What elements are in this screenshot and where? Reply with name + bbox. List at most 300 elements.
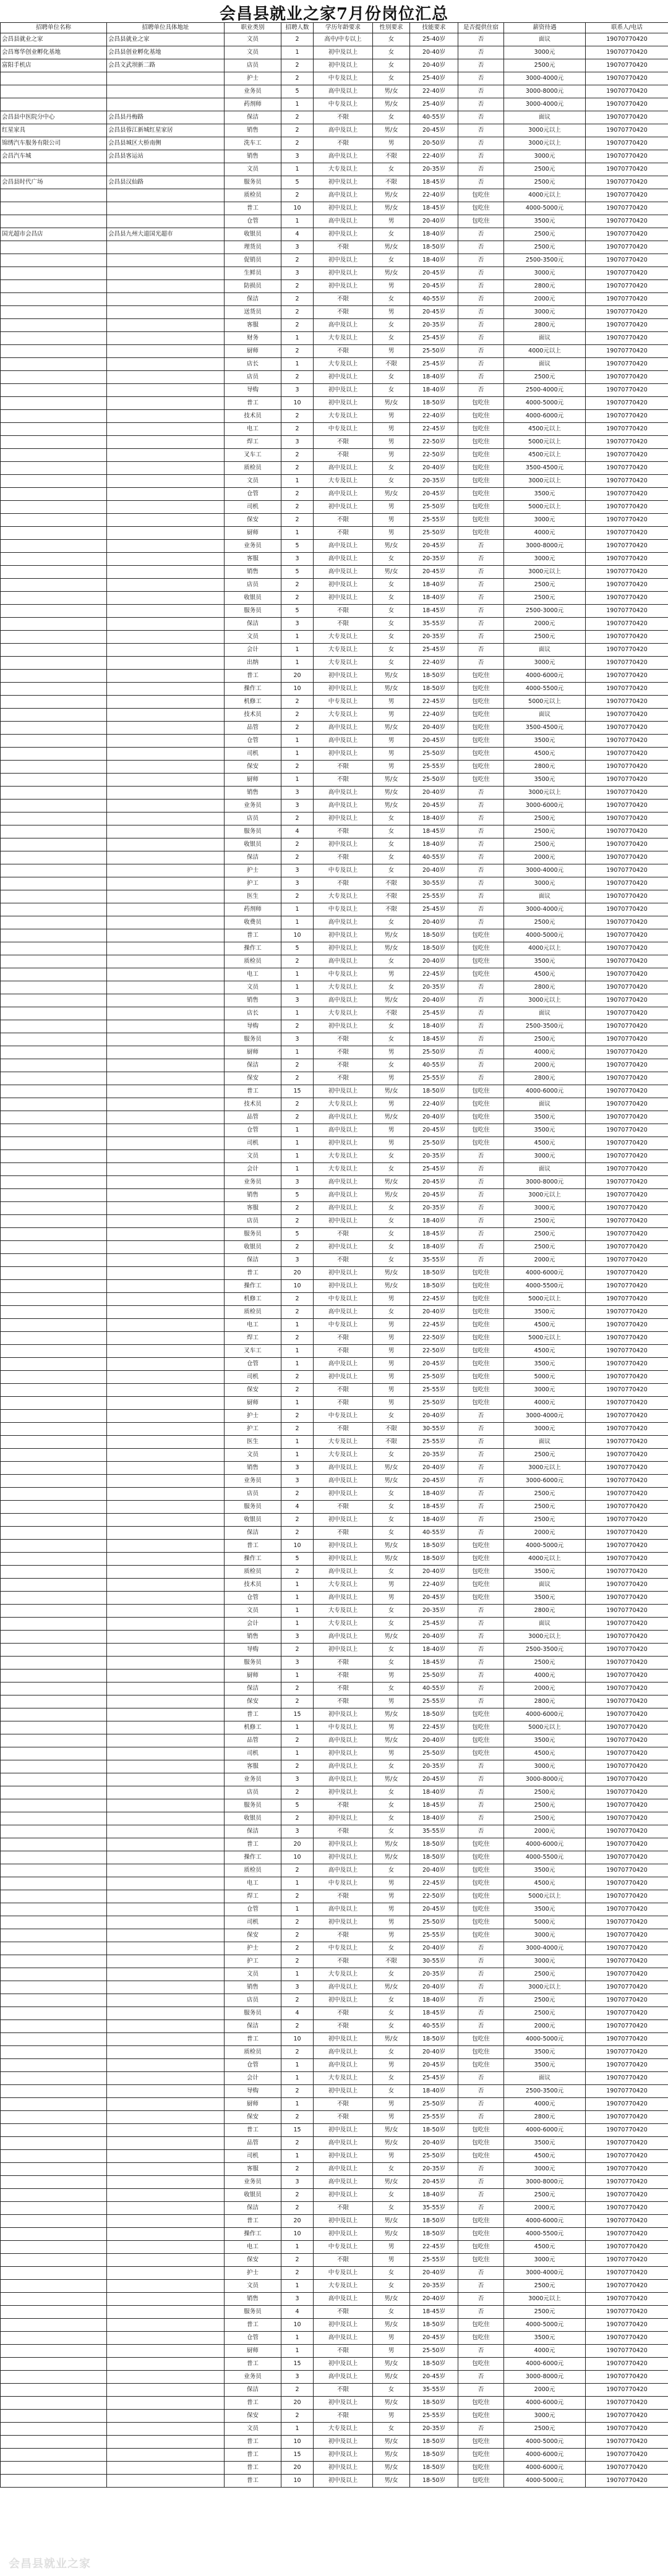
watermark: 会昌县就业之家 xyxy=(9,2557,91,2570)
cell-count: 1 xyxy=(281,2423,314,2436)
cell-salary: 面议 xyxy=(504,890,586,903)
cell-company xyxy=(1,1475,107,1488)
cell-job: 普工 xyxy=(225,1267,281,1280)
cell-company xyxy=(1,1007,107,1020)
cell-company xyxy=(1,1799,107,1812)
cell-gender: 男 xyxy=(373,748,410,761)
cell-salary: 3500元 xyxy=(504,1566,586,1579)
cell-edu-age: 初中及以上 xyxy=(314,1020,373,1033)
cell-address xyxy=(107,2462,225,2475)
cell-gender: 女 xyxy=(373,2384,410,2397)
cell-edu-age: 大专及以上 xyxy=(314,2072,373,2085)
cell-company xyxy=(1,2319,107,2332)
cell-job: 客服 xyxy=(225,1202,281,1215)
cell-count: 2 xyxy=(281,1760,314,1773)
cell-skill: 20-45岁 xyxy=(410,2332,458,2345)
table-row xyxy=(1,761,668,774)
table-row xyxy=(1,1734,668,1747)
table-row xyxy=(1,267,668,280)
cell-housing: 否 xyxy=(458,1228,504,1241)
cell-count: 2 xyxy=(281,761,314,774)
cell-salary: 4500元以上 xyxy=(504,423,586,436)
cell-edu-age: 大专及以上 xyxy=(314,2280,373,2293)
cell-edu-age: 高中及以上 xyxy=(314,800,373,812)
col-contact: 联系人/电话 xyxy=(586,23,668,33)
cell-gender: 男 xyxy=(373,1332,410,1345)
cell-contact: 19070770420 xyxy=(586,46,668,59)
cell-salary: 3500元 xyxy=(504,215,586,228)
cell-contact: 19070770420 xyxy=(586,1812,668,1825)
cell-count: 3 xyxy=(281,1981,314,1994)
cell-job: 护士 xyxy=(225,1942,281,1955)
cell-edu-age: 高中及以上 xyxy=(314,319,373,332)
cell-company xyxy=(1,2293,107,2306)
cell-company xyxy=(1,1644,107,1657)
cell-count: 1 xyxy=(281,1150,314,1163)
cell-skill: 20-45岁 xyxy=(410,1176,458,1189)
cell-job: 司机 xyxy=(225,501,281,514)
cell-company xyxy=(1,1488,107,1501)
cell-gender: 男 xyxy=(373,1890,410,1903)
cell-count: 2 xyxy=(281,2163,314,2176)
cell-gender: 女 xyxy=(373,1812,410,1825)
cell-count: 20 xyxy=(281,2215,314,2228)
cell-company xyxy=(1,2111,107,2124)
cell-address xyxy=(107,1994,225,2007)
cell-contact: 19070770420 xyxy=(586,566,668,579)
cell-gender: 女 xyxy=(373,1799,410,1812)
cell-count: 3 xyxy=(281,877,314,890)
cell-housing: 包吃住 xyxy=(458,709,504,722)
cell-contact: 19070770420 xyxy=(586,709,668,722)
cell-company: 锦绣汽车服务有限公司 xyxy=(1,137,107,150)
cell-company xyxy=(1,696,107,709)
cell-company xyxy=(1,1657,107,1670)
table-row xyxy=(1,1085,668,1098)
cell-address xyxy=(107,1618,225,1631)
cell-contact: 19070770420 xyxy=(586,2111,668,2124)
cell-address xyxy=(107,2085,225,2098)
cell-edu-age: 初中及以上 xyxy=(314,2436,373,2449)
cell-company xyxy=(1,1449,107,1462)
table-row xyxy=(1,1644,668,1657)
cell-edu-age: 高中及以上 xyxy=(314,189,373,202)
cell-edu-age: 高中及以上 xyxy=(314,2137,373,2150)
cell-company xyxy=(1,1890,107,1903)
cell-contact: 19070770420 xyxy=(586,2033,668,2046)
cell-salary: 3000-4000元 xyxy=(504,1942,586,1955)
cell-company xyxy=(1,1942,107,1955)
cell-job: 保安 xyxy=(225,514,281,527)
cell-housing: 否 xyxy=(458,812,504,825)
cell-gender: 女 xyxy=(373,2046,410,2059)
cell-count: 1 xyxy=(281,1968,314,1981)
table-row xyxy=(1,1007,668,1020)
cell-skill: 25-45岁 xyxy=(410,1007,458,1020)
cell-skill: 25-50岁 xyxy=(410,1670,458,1683)
cell-address xyxy=(107,1007,225,1020)
cell-salary: 面议 xyxy=(504,33,586,46)
cell-skill: 18-50岁 xyxy=(410,942,458,955)
cell-contact: 19070770420 xyxy=(586,2449,668,2462)
table-row xyxy=(1,189,668,202)
cell-skill: 40-55岁 xyxy=(410,851,458,864)
cell-count: 3 xyxy=(281,1475,314,1488)
table-row xyxy=(1,1994,668,2007)
cell-contact: 19070770420 xyxy=(586,2306,668,2319)
cell-job: 司机 xyxy=(225,2150,281,2163)
cell-count: 10 xyxy=(281,683,314,696)
table-row xyxy=(1,72,668,85)
cell-gender: 女 xyxy=(373,2163,410,2176)
cell-skill: 22-50岁 xyxy=(410,1345,458,1358)
cell-salary: 2500-3500元 xyxy=(504,1020,586,1033)
cell-gender: 男 xyxy=(373,2410,410,2423)
cell-contact: 19070770420 xyxy=(586,1695,668,1708)
cell-housing: 否 xyxy=(458,85,504,98)
cell-salary: 4000-5000元 xyxy=(504,929,586,942)
cell-housing: 否 xyxy=(458,1163,504,1176)
cell-gender: 男 xyxy=(373,1293,410,1306)
cell-job: 业务员 xyxy=(225,1773,281,1786)
cell-count: 2 xyxy=(281,1384,314,1397)
table-row xyxy=(1,877,668,890)
cell-skill: 20-45岁 xyxy=(410,306,458,319)
cell-skill: 20-35岁 xyxy=(410,631,458,644)
table-row xyxy=(1,696,668,709)
cell-skill: 20-40岁 xyxy=(410,2293,458,2306)
cell-address xyxy=(107,2358,225,2371)
cell-job: 销售 xyxy=(225,2293,281,2306)
cell-contact: 19070770420 xyxy=(586,241,668,254)
cell-gender: 男 xyxy=(373,1929,410,1942)
cell-address xyxy=(107,85,225,98)
cell-gender: 男/女 xyxy=(373,1085,410,1098)
cell-salary: 2500元 xyxy=(504,579,586,592)
cell-contact: 19070770420 xyxy=(586,1241,668,1254)
cell-job: 会计 xyxy=(225,644,281,657)
cell-contact: 19070770420 xyxy=(586,2059,668,2072)
cell-contact: 19070770420 xyxy=(586,1085,668,1098)
cell-contact: 19070770420 xyxy=(586,1566,668,1579)
cell-skill: 20-45岁 xyxy=(410,2371,458,2384)
cell-gender: 男 xyxy=(373,1319,410,1332)
cell-salary: 4000-5000元 xyxy=(504,2475,586,2488)
cell-housing: 包吃住 xyxy=(458,1903,504,1916)
cell-company xyxy=(1,1267,107,1280)
cell-count: 10 xyxy=(281,1280,314,1293)
cell-count: 1 xyxy=(281,98,314,111)
cell-contact: 19070770420 xyxy=(586,683,668,696)
cell-address xyxy=(107,475,225,488)
cell-contact: 19070770420 xyxy=(586,670,668,683)
cell-housing: 包吃住 xyxy=(458,2033,504,2046)
cell-gender: 女 xyxy=(373,1163,410,1176)
cell-gender: 女 xyxy=(373,111,410,124)
cell-company xyxy=(1,267,107,280)
cell-contact: 19070770420 xyxy=(586,475,668,488)
cell-skill: 20-40岁 xyxy=(410,2046,458,2059)
table-row xyxy=(1,1449,668,1462)
cell-company xyxy=(1,1955,107,1968)
cell-gender: 女 xyxy=(373,2202,410,2215)
cell-salary: 3000-4000元 xyxy=(504,1410,586,1423)
cell-edu-age: 初中及以上 xyxy=(314,1137,373,1150)
cell-salary: 3000-8000元 xyxy=(504,540,586,553)
cell-edu-age: 初中及以上 xyxy=(314,670,373,683)
cell-company xyxy=(1,981,107,994)
cell-address xyxy=(107,1877,225,1890)
col-skill: 技能要求 xyxy=(410,23,458,33)
cell-address xyxy=(107,696,225,709)
cell-salary: 4000元 xyxy=(504,1670,586,1683)
cell-company xyxy=(1,345,107,358)
cell-salary: 面议 xyxy=(504,644,586,657)
cell-salary: 4000-6000元 xyxy=(504,2397,586,2410)
table-row xyxy=(1,2254,668,2267)
cell-address xyxy=(107,800,225,812)
cell-housing: 包吃住 xyxy=(458,410,504,423)
cell-gender: 女 xyxy=(373,2267,410,2280)
cell-count: 1 xyxy=(281,748,314,761)
cell-edu-age: 不限 xyxy=(314,436,373,449)
cell-housing: 否 xyxy=(458,1150,504,1163)
cell-contact: 19070770420 xyxy=(586,254,668,267)
cell-contact: 19070770420 xyxy=(586,501,668,514)
cell-edu-age: 高中/中专以上 xyxy=(314,33,373,46)
cell-count: 1 xyxy=(281,1163,314,1176)
cell-company xyxy=(1,1994,107,2007)
cell-edu-age: 大专及以上 xyxy=(314,358,373,371)
cell-skill: 18-50岁 xyxy=(410,241,458,254)
cell-skill: 22-50岁 xyxy=(410,449,458,462)
cell-address xyxy=(107,2332,225,2345)
cell-address xyxy=(107,2007,225,2020)
cell-contact: 19070770420 xyxy=(586,1747,668,1760)
cell-skill: 20-45岁 xyxy=(410,2059,458,2072)
cell-company xyxy=(1,332,107,345)
cell-edu-age: 高中及以上 xyxy=(314,540,373,553)
cell-count: 15 xyxy=(281,2358,314,2371)
cell-company xyxy=(1,1527,107,1540)
table-row xyxy=(1,319,668,332)
cell-company xyxy=(1,1371,107,1384)
cell-skill: 18-50岁 xyxy=(410,929,458,942)
cell-job: 护士 xyxy=(225,864,281,877)
cell-contact: 19070770420 xyxy=(586,397,668,410)
cell-contact: 19070770420 xyxy=(586,98,668,111)
cell-address xyxy=(107,1708,225,1721)
table-row xyxy=(1,215,668,228)
cell-job: 店员 xyxy=(225,1215,281,1228)
cell-contact: 19070770420 xyxy=(586,929,668,942)
cell-salary: 3000元 xyxy=(504,2410,586,2423)
cell-job: 服务员 xyxy=(225,1033,281,1046)
cell-skill: 25-50岁 xyxy=(410,1397,458,1410)
cell-skill: 18-50岁 xyxy=(410,1085,458,1098)
cell-gender: 男/女 xyxy=(373,267,410,280)
table-row xyxy=(1,293,668,306)
cell-edu-age: 大专及以上 xyxy=(314,1449,373,1462)
cell-salary: 4000-6000元 xyxy=(504,2449,586,2462)
cell-skill: 35-55岁 xyxy=(410,2202,458,2215)
cell-salary: 3500元 xyxy=(504,488,586,501)
cell-gender: 男/女 xyxy=(373,189,410,202)
cell-salary: 3000元以上 xyxy=(504,1189,586,1202)
cell-salary: 2000元 xyxy=(504,293,586,306)
cell-company xyxy=(1,488,107,501)
cell-job: 机修工 xyxy=(225,1721,281,1734)
table-row xyxy=(1,1176,668,1189)
cell-address xyxy=(107,1955,225,1968)
cell-job: 销售 xyxy=(225,994,281,1007)
cell-edu-age: 高中及以上 xyxy=(314,1462,373,1475)
cell-job: 操作工 xyxy=(225,1851,281,1864)
cell-skill: 25-45岁 xyxy=(410,358,458,371)
cell-skill: 25-50岁 xyxy=(410,748,458,761)
cell-gender: 女 xyxy=(373,851,410,864)
cell-count: 2 xyxy=(281,488,314,501)
cell-contact: 19070770420 xyxy=(586,462,668,475)
cell-salary: 3500元 xyxy=(504,1734,586,1747)
cell-count: 2 xyxy=(281,1072,314,1085)
cell-address xyxy=(107,371,225,384)
cell-company xyxy=(1,2202,107,2215)
table-row xyxy=(1,59,668,72)
cell-contact: 19070770420 xyxy=(586,825,668,838)
table-row xyxy=(1,955,668,968)
cell-count: 1 xyxy=(281,1877,314,1890)
cell-salary: 2000元 xyxy=(504,1683,586,1695)
cell-skill: 22-50岁 xyxy=(410,436,458,449)
cell-job: 质检员 xyxy=(225,2046,281,2059)
cell-company xyxy=(1,1176,107,1189)
cell-count: 1 xyxy=(281,1137,314,1150)
cell-job: 服务员 xyxy=(225,1799,281,1812)
cell-company xyxy=(1,761,107,774)
cell-salary: 4500元 xyxy=(504,748,586,761)
table-row xyxy=(1,1812,668,1825)
cell-address xyxy=(107,1176,225,1189)
cell-salary: 5000元以上 xyxy=(504,1293,586,1306)
table-row xyxy=(1,1293,668,1306)
cell-skill: 20-45岁 xyxy=(410,1773,458,1786)
cell-address xyxy=(107,449,225,462)
cell-skill: 20-45岁 xyxy=(410,735,458,748)
cell-address xyxy=(107,2475,225,2488)
cell-count: 2 xyxy=(281,1695,314,1708)
cell-count: 1 xyxy=(281,1046,314,1059)
table-row xyxy=(1,994,668,1007)
cell-company xyxy=(1,657,107,670)
cell-edu-age: 大专及以上 xyxy=(314,1579,373,1592)
cell-salary: 面议 xyxy=(504,2072,586,2085)
cell-company xyxy=(1,1877,107,1890)
cell-housing: 包吃住 xyxy=(458,1098,504,1111)
cell-gender: 男 xyxy=(373,215,410,228)
cell-company xyxy=(1,1968,107,1981)
cell-edu-age: 初中及以上 xyxy=(314,812,373,825)
cell-count: 5 xyxy=(281,540,314,553)
cell-job: 出纳 xyxy=(225,657,281,670)
cell-company xyxy=(1,1747,107,1760)
cell-company xyxy=(1,2046,107,2059)
table-row xyxy=(1,1501,668,1514)
cell-company xyxy=(1,1773,107,1786)
cell-skill: 20-35岁 xyxy=(410,1150,458,1163)
cell-salary: 3000-6000元 xyxy=(504,800,586,812)
cell-gender: 男/女 xyxy=(373,1176,410,1189)
cell-company xyxy=(1,1566,107,1579)
cell-contact: 19070770420 xyxy=(586,592,668,605)
cell-edu-age: 中专及以上 xyxy=(314,1319,373,1332)
cell-job: 收银员 xyxy=(225,1812,281,1825)
cell-housing: 包吃住 xyxy=(458,2046,504,2059)
table-row xyxy=(1,903,668,916)
cell-edu-age: 高中及以上 xyxy=(314,1176,373,1189)
cell-contact: 19070770420 xyxy=(586,345,668,358)
cell-gender: 男/女 xyxy=(373,1280,410,1293)
cell-address xyxy=(107,1942,225,1955)
cell-address: 会昌县汉仙路 xyxy=(107,176,225,189)
cell-edu-age: 高中及以上 xyxy=(314,994,373,1007)
cell-company xyxy=(1,2228,107,2241)
cell-company xyxy=(1,2371,107,2384)
table-row xyxy=(1,1033,668,1046)
cell-skill: 20-35岁 xyxy=(410,2163,458,2176)
cell-gender: 男/女 xyxy=(373,1462,410,1475)
cell-salary: 4000-5000元 xyxy=(504,397,586,410)
cell-edu-age: 大专及以上 xyxy=(314,1436,373,1449)
cell-gender: 女 xyxy=(373,812,410,825)
cell-salary: 3000元以上 xyxy=(504,475,586,488)
cell-contact: 19070770420 xyxy=(586,514,668,527)
cell-address xyxy=(107,1553,225,1566)
cell-housing: 否 xyxy=(458,176,504,189)
cell-skill: 35-55岁 xyxy=(410,1254,458,1267)
cell-contact: 19070770420 xyxy=(586,1644,668,1657)
table-row xyxy=(1,2111,668,2124)
cell-address xyxy=(107,566,225,579)
cell-housing: 否 xyxy=(458,2267,504,2280)
cell-salary: 2000元 xyxy=(504,2384,586,2397)
cell-count: 2 xyxy=(281,2046,314,2059)
cell-gender: 女 xyxy=(373,1618,410,1631)
cell-skill: 25-50岁 xyxy=(410,774,458,787)
cell-address xyxy=(107,2072,225,2085)
cell-count: 2 xyxy=(281,579,314,592)
cell-skill: 18-50岁 xyxy=(410,1280,458,1293)
cell-count: 2 xyxy=(281,1942,314,1955)
cell-housing: 否 xyxy=(458,618,504,631)
cell-count: 1 xyxy=(281,1449,314,1462)
cell-skill: 18-50岁 xyxy=(410,1553,458,1566)
cell-salary: 3500元 xyxy=(504,1864,586,1877)
cell-gender: 女 xyxy=(373,1942,410,1955)
cell-job: 文员 xyxy=(225,1968,281,1981)
cell-edu-age: 不限 xyxy=(314,2202,373,2215)
cell-salary: 2800元 xyxy=(504,1605,586,1618)
cell-gender: 女 xyxy=(373,1501,410,1514)
cell-address xyxy=(107,1254,225,1267)
cell-salary: 3000-4000元 xyxy=(504,98,586,111)
cell-housing: 否 xyxy=(458,981,504,994)
cell-edu-age: 不限 xyxy=(314,1501,373,1514)
cell-address xyxy=(107,1644,225,1657)
cell-job: 业务员 xyxy=(225,1176,281,1189)
cell-address xyxy=(107,527,225,540)
cell-housing: 包吃住 xyxy=(458,189,504,202)
